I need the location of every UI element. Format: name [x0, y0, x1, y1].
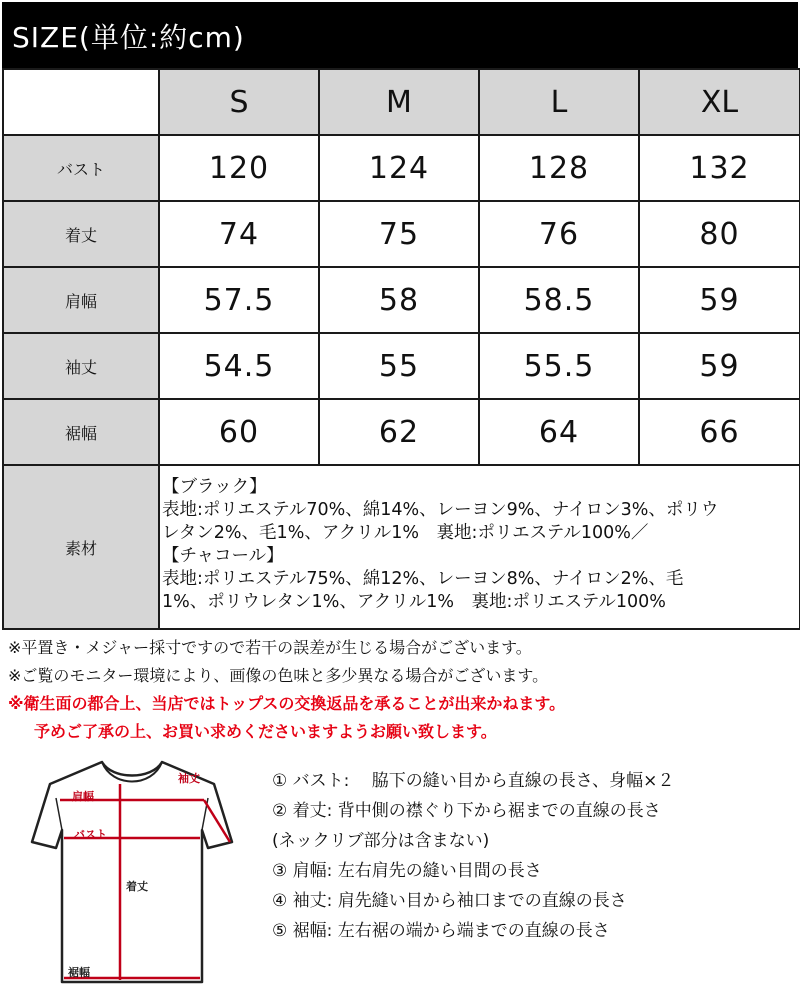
legend-item: (ネックリブ部分は含まない) [272, 831, 490, 851]
size-col-m: M [319, 69, 479, 135]
diagram-label-sleeve: 袖丈 [178, 772, 200, 785]
table-row [3, 201, 800, 267]
cell-value: 64 [479, 399, 639, 465]
table-row [3, 399, 800, 465]
material-cell [159, 465, 800, 629]
diagram-label-shoulder: 肩幅 [72, 790, 94, 803]
table-row [3, 267, 800, 333]
diagram-label-hem: 裾幅 [68, 966, 90, 979]
row-label: 袖丈 [3, 333, 159, 399]
notes [8, 634, 798, 746]
cell-value: 60 [159, 399, 319, 465]
cell-value: 132 [639, 135, 800, 201]
cell-value: 57.5 [159, 267, 319, 333]
cell-value: 54.5 [159, 333, 319, 399]
table-row [3, 135, 800, 201]
legend-item: ① バスト: 脇下の縫い目から直線の長さ、身幅×２ [272, 771, 675, 791]
legend-item: ③ 肩幅: 左右肩先の縫い目間の長さ [272, 861, 542, 881]
material-line: 表地:ポリエステル75%、綿12%、レーヨン8%、ナイロン2%、毛 [162, 569, 684, 589]
material-line: 【チャコール】 [162, 546, 284, 566]
cell-value: 76 [479, 201, 639, 267]
cell-value: 55 [319, 333, 479, 399]
material-row [3, 465, 800, 629]
measurement-legend [272, 766, 674, 946]
material-line: 表地:ポリエステル70%、綿14%、レーヨン9%、ナイロン3%、ポリウ [162, 500, 719, 520]
cell-value: 75 [319, 201, 479, 267]
cell-value: 59 [639, 267, 800, 333]
note-no-returns: ※衛生面の都合上、当店ではトップスの交換返品を承ることが出来かねます。 [8, 694, 566, 713]
row-label: 裾幅 [3, 399, 159, 465]
size-header-row [3, 69, 800, 135]
legend-item: ② 着丈: 背中側の襟ぐり下から裾までの直線の長さ [272, 801, 661, 821]
note-thanks: 予めご了承の上、お買い求めくださいますようお願い致します。 [34, 722, 497, 741]
cell-value: 55.5 [479, 333, 639, 399]
row-label: 素材 [3, 465, 159, 629]
note-monitor: ※ご覧のモニター環境により、画像の色味と多少異なる場合がございます。 [8, 666, 549, 685]
tshirt-diagram [20, 758, 252, 986]
material-line: 1%、ポリウレタン1%、アクリル1% 裏地:ポリエステル100% [162, 592, 666, 612]
size-col-l: L [479, 69, 639, 135]
title-bar [2, 2, 798, 68]
cell-value: 66 [639, 399, 800, 465]
cell-value: 80 [639, 201, 800, 267]
note-measurement: ※平置き・メジャー採寸ですので若干の誤差が生じる場合がございます。 [8, 638, 532, 657]
page-title: SIZE(単位:約cm) [12, 21, 245, 54]
row-label: 着丈 [3, 201, 159, 267]
size-col-xl: XL [639, 69, 800, 135]
cell-value: 58 [319, 267, 479, 333]
size-col-s: S [159, 69, 319, 135]
corner-cell [3, 69, 159, 135]
row-label: バスト [3, 135, 159, 201]
cell-value: 58.5 [479, 267, 639, 333]
cell-value: 120 [159, 135, 319, 201]
legend-item: ⑤ 裾幅: 左右裾の端から端までの直線の長さ [272, 921, 610, 941]
material-line: 【ブラック】 [162, 477, 267, 497]
cell-value: 74 [159, 201, 319, 267]
diagram-label-length: 着丈 [126, 880, 148, 893]
table-row [3, 333, 800, 399]
diagram-label-bust: バスト [74, 828, 107, 841]
cell-value: 62 [319, 399, 479, 465]
size-table [2, 68, 800, 630]
cell-value: 59 [639, 333, 800, 399]
tshirt-outline-icon [20, 758, 252, 986]
legend-item: ④ 袖丈: 肩先縫い目から袖口までの直線の長さ [272, 891, 627, 911]
material-line: レタン2%、毛1%、アクリル1% 裏地:ポリエステル100%／ [162, 523, 649, 543]
cell-value: 124 [319, 135, 479, 201]
cell-value: 128 [479, 135, 639, 201]
row-label: 肩幅 [3, 267, 159, 333]
